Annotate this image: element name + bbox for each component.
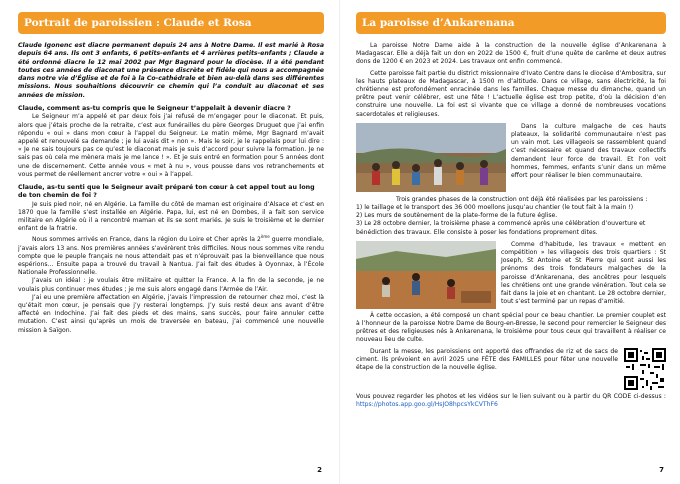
culture-section xyxy=(356,123,666,192)
phases-list xyxy=(356,204,666,237)
page-number-right: 7 xyxy=(659,466,664,474)
right-paragraph-5: Comme d’habitude, les travaux « mettent en compétition » les villageois des trois quartiers : St Joseph, St Antoine et St Pierre qui sont aussi les prénoms des trois fondateurs malgaches de la paroisse d’Ankarenana, des ancêtres pour lesquels les chrétiens ont une grande vénération. Tout cela se fait dans la joie et en chantant. Le 28 octobre dernier, tout s’est terminé par un repas d’amitié. xyxy=(501,240,666,306)
qr-code[interactable] xyxy=(624,348,666,390)
answer-1: Le Seigneur m’a appelé et par deux fois j’ai refusé de m’engager pour le diaconat. Et puis, alors que j’étais proche de la retraite, c’est aux funérailles du père Georges Druguet que j’ai enfin répondu « oui » dans mon cœur à l’appel du Seigneur. Le matin même, Mgr Bagnard m’avait appelé et renouvelé sa demande ; je lui avais dit « non ». Mais le soir, je le rappelais pour lui dire : « Je ne sais toujours pas ce qu’est le diaconat mais je suis d’accord pour suivre la formation. Je ne sais pas où cela me mènera mais je me lance ! ». Et je suis entré en formation pour 5 années dont une de discernement. Cette année vous « met à nu », vous pousse dans vos retranchements et vous permet de réellement ancrer votre « oui » à l’appel. xyxy=(18,113,324,178)
right-paragraph-8 xyxy=(356,393,666,409)
mass-section xyxy=(356,348,666,390)
right-header-title: La paroisse d’Ankarenana xyxy=(362,17,515,29)
question-2: Claude, as-tu senti que le Seigneur avait préparé ton cœur à cet appel tout au long de ton chemin de foi ? xyxy=(18,184,315,200)
villagers-photo-image xyxy=(356,123,506,192)
answer-2-p2-end: guerre mondiale, j’avais alors 13 ans. Nos premières années s’avérèrent très difficiles. Nous nous sommes vite rendu compte que le peuple français ne nous attendait pas et n’éprouvait pas la bienveillance que nous espérions… Ensuite papa a trouvé du travail à Nantua. J’ai fait des études à Oyonnax, à l’École Nationale Professionnelle. xyxy=(18,236,324,277)
right-paragraph-4: Trois grandes phases de la construction ont déjà été réalisées par les paroissiens : xyxy=(396,195,648,203)
answer-2-p2-start: Nous sommes arrivés en France, dans la région du Loire et Cher après la 2 xyxy=(32,236,261,244)
photo-construction xyxy=(356,241,496,309)
right-paragraph-3: Dans la culture malgache de ces hauts plateaux, la solidarité communautaire n’est pas un vain mot. Les villageois se rassemblent quand c’est nécessaire et quand des travaux collectifs demandent leur force de travail. Et l’on voit hommes, femmes, enfants s’unir dans un même effort pour réaliser le bien communautaire. xyxy=(511,122,666,180)
works-section xyxy=(356,241,666,309)
superscript: ème xyxy=(260,234,270,240)
qr-code-icon xyxy=(624,348,666,390)
photos-link[interactable]: https://photos.app.goo.gl/HsJO8hpcsYkCVThF6 xyxy=(356,400,498,408)
answer-2-p4: J’ai eu une première affectation en Algérie, j’avais l’impression de retourner chez moi, c’est là qu’était mon cœur, je pensais que j’y resterai longtemps. J’y suis resté deux ans avant d’être affecté en Indochine. J’ai fait des pieds et des mains, sans succès, pour faire annuler cette mutation. C’est ainsi qu’après un mois de traversée en bateau, j’ai commencé une nouvelle mission à Saïgon. xyxy=(18,293,324,334)
left-header-title: Portrait de paroissien : Claude et Rosa xyxy=(24,17,252,29)
phase-item: 3) Le 28 octobre dernier, la troisième phase a commencé après une célébration d’ouverture et bénédiction des travaux. Elle consiste à poser les fondations proprement dites. xyxy=(356,220,646,236)
construction-photo-image xyxy=(356,241,496,309)
phase-item: 2) Les murs de soutènement de la plate-forme de la future église. xyxy=(356,212,558,220)
qr-instructions: Vous pouvez regarder les photos et les vidéos sur le lien suivant ou à partir du QR CODE ci-dessus : xyxy=(356,392,666,400)
intro-paragraph: Claude Igonenc est diacre permanent depuis 24 ans à Notre Dame. Il est marié à Rosa depuis 64 ans. Ils ont 3 enfants, 6 petits-enfants et 4 arrières petits-enfants ; Claude a été ordonné diacre le 12 mai 2002 par Mgr Bagnard pour le diocèse. Il a été pendant toutes ces années de diaconat une présence discrète et fidèle qui nous a accompagnée dans notre vie d’Église et de foi à la Co-cathédrale et bien au-delà dans ses différentes missions. Nous souhaitions découvrir ce chemin qui l’a conduit au diaconat et ses années de mission. xyxy=(18,42,324,99)
page-number-left: 2 xyxy=(317,466,322,474)
page-right xyxy=(340,0,680,484)
right-paragraph-7: Durant la messe, les paroissiens ont apporté des offrandes de riz et de sacs de ciment. Ils prévoient en avril 2025 une FÊTE des FAMILLES pour fêter une nouvelle étape de la construction de la nouvelle église. xyxy=(356,347,618,372)
right-header-bar xyxy=(356,12,666,34)
left-header-bar xyxy=(18,12,324,34)
photo-villagers xyxy=(356,123,506,192)
right-paragraph-6: À cette occasion, a été composé un chant spécial pour ce beau chantier. Le premier couplet est à l’honneur de la paroisse Notre Dame de Bourg-en-Bresse, le second pour remercier le Seigneur des prêtres et des religieuses nés à Ankarenana, le troisième pour tous ceux qui travaillent à réaliser ce nouveau lieu de culte. xyxy=(356,311,666,344)
answer-2-p3: J’avais un idéal : je voulais être militaire et quitter la France. A la fin de la seconde, je ne voulais plus continuer mes études ; je me suis alors engagé dans l’Armée de l’Air. xyxy=(18,277,324,293)
question-1: Claude, comment as-tu compris que le Seigneur t’appelait à devenir diacre ? xyxy=(18,105,291,113)
right-paragraph-1: La paroisse Notre Dame aide à la construction de la nouvelle église d’Ankarenana à Madagascar. Elle a déjà fait un don en 2022 de 1500 €, fruit d’une quête de carême et deux autres dons de 1200 € en 2023 et 2024. Les travaux ont enfin commencé. xyxy=(356,42,666,66)
phase-item: 1) le taillage et le transport des 36 000 moellons jusqu’au chantier (le tout fait à la main !) xyxy=(356,204,634,212)
answer-2-p2 xyxy=(18,233,324,277)
answer-2-p1: Je suis pied noir, né en Algérie. La famille du côté de maman est originaire d’Alsace et c’est en 1870 que la famille s’est installée en Algérie. Papa, lui, est né en Dombes, il a fait son service militaire en Algérie où il a rencontré maman et ils se sont mariés. Je suis le troisième et le dernier enfant de la fratrie. xyxy=(18,200,324,233)
right-paragraph-2: Cette paroisse fait partie du district missionnaire d’Ivato Centre dans le diocèse d’Ambositra, sur les hauts plateaux de Madagascar, à 1500 m d’altitude. Dans ce village, sans électricité, la foi chrétienne est profondément enracinée dans les familles. Chaque messe du dimanche, quand un prêtre peut venir célébrer, est une fête ! L’actuelle église est trop petite, d’où la décision d’en construire une nouvelle. La foi est si vivante que ce village a donné de nombreuses vocations sacerdotales et religieuses. xyxy=(356,69,666,118)
